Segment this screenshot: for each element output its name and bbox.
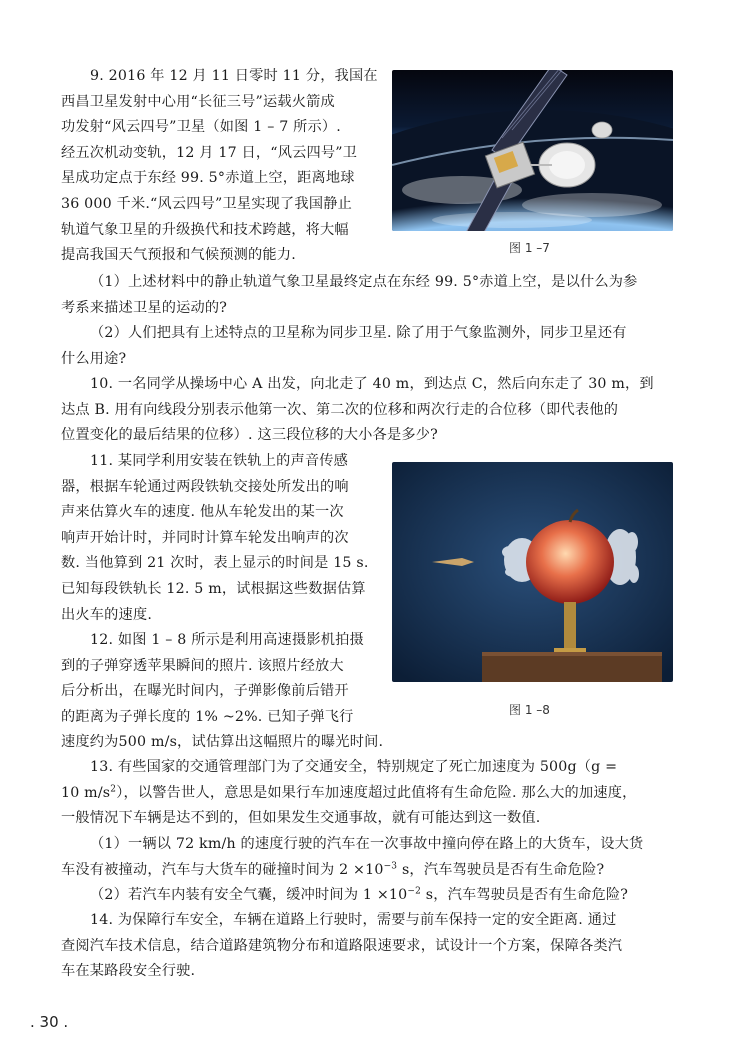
text-line: 经五次机动变轨，12 月 17 日，“风云四号”卫 bbox=[61, 144, 358, 161]
exponent: −2 bbox=[407, 886, 422, 897]
text-fragment: s，汽车驾驶员是否有生命危险? bbox=[421, 887, 629, 903]
question-14-text bbox=[61, 908, 673, 985]
figure-1-8-caption: 图 1 –8 bbox=[509, 703, 550, 717]
text-line: 14. 为保障行车安全，车辆在道路上行驶时，需要与前车保持一定的安全距离. 通过 bbox=[90, 912, 617, 928]
text-fragment: 车没有被撞动，汽车与大货车的碰撞时间为 2 ×10 bbox=[61, 861, 384, 878]
figure-1-7-caption: 图 1 –7 bbox=[509, 241, 550, 255]
question-13-sub2 bbox=[61, 883, 673, 909]
text-line: 出火车的速度. bbox=[61, 606, 153, 623]
text-line: 器，根据车轮通过两段铁轨交接处所发出的响 bbox=[61, 478, 349, 495]
satellite-illustration bbox=[392, 70, 673, 231]
text-line: 36 000 千米.“风云四号”卫星实现了我国静止 bbox=[61, 195, 352, 212]
text-line: 星成功定点于东经 99. 5°赤道上空，距离地球 bbox=[61, 170, 355, 187]
text-line: 西昌卫星发射中心用“长征三号”运载火箭成 bbox=[61, 93, 335, 110]
text-line: 位置变化的最后结果的位移）. 这三段位移的大小各是多少? bbox=[61, 427, 438, 444]
text-line: 的距离为子弹长度的 1% ~2%. 已知子弹飞行 bbox=[61, 708, 354, 725]
text-fragment: （2）若汽车内装有安全气囊，缓冲时间为 1 ×10 bbox=[90, 887, 408, 903]
question-9-text bbox=[61, 64, 381, 269]
text-line: 达点 B. 用有向线段分别表示他第一次、第二次的位移和两次行走的合位移（即代表他的 bbox=[61, 401, 619, 418]
figure-1-8-bullet-apple-image bbox=[392, 462, 673, 682]
text-line: 功发射“风云四号”卫星（如图 1 – 7 所示）. bbox=[61, 119, 342, 136]
text-line: 什么用途? bbox=[61, 350, 127, 367]
text-line: 声来估算火车的速度. 他从车轮发出的某一次 bbox=[61, 504, 344, 521]
text-line: 11. 某同学利用安装在铁轨上的声音传感 bbox=[90, 453, 349, 469]
text-line: 后分析出，在曝光时间内，子弹影像前后错开 bbox=[61, 683, 349, 700]
question-11-text bbox=[61, 449, 381, 628]
text-line: 查阅汽车技术信息，结合道路建筑物分布和道路限速要求，试设计一个方案，保障各类汽 bbox=[61, 937, 623, 954]
question-13-sub1 bbox=[61, 832, 673, 883]
exponent: −3 bbox=[383, 860, 398, 871]
text-line: （1）上述材料中的静止轨道气象卫星最终定点在东经 99. 5°赤道上空，是以什么为参 bbox=[90, 274, 638, 290]
text-line bbox=[61, 858, 673, 884]
text-line: 到的子弹穿透苹果瞬间的照片. 该照片经放大 bbox=[61, 657, 344, 674]
text-fragment: 10 m/s bbox=[61, 784, 111, 801]
text-fragment: s，汽车驾驶员是否有生命危险? bbox=[397, 861, 605, 878]
question-9-sub2 bbox=[61, 321, 673, 372]
text-line: （2）人们把具有上述特点的卫星称为同步卫星. 除了用于气象监测外，同步卫星还有 bbox=[90, 325, 627, 341]
question-10-text bbox=[61, 372, 673, 449]
question-12-text bbox=[61, 628, 384, 756]
text-line: 轨道气象卫星的升级换代和技术跨越，将大幅 bbox=[61, 221, 349, 238]
text-line: 数. 当他算到 21 次时，表上显示的时间是 15 s. bbox=[61, 555, 369, 572]
text-line: 已知每段铁轨长 12. 5 m，试根据这些数据估算 bbox=[61, 580, 366, 597]
question-13-text bbox=[61, 755, 673, 832]
text-line: 提高我国天气预报和气候预测的能力. bbox=[61, 247, 296, 264]
page-number: . 30 . bbox=[30, 1013, 69, 1031]
text-fragment: ），以警告世人，意思是如果行车加速度超过此值将有生命危险. 那么大的加速度， bbox=[116, 784, 637, 801]
text-line bbox=[61, 883, 673, 909]
text-line: 12. 如图 1 – 8 所示是利用高速摄影机拍摄 bbox=[90, 632, 364, 648]
text-line: 响声开始计时，并同时计算车轮发出响声的次 bbox=[61, 529, 349, 546]
text-line: 速度约为500 m/s，试估算出这幅照片的曝光时间. bbox=[61, 734, 384, 751]
text-line bbox=[61, 781, 673, 807]
exponent: 2 bbox=[110, 783, 117, 794]
text-line: 一般情况下车辆是达不到的，但如果发生交通事故，就有可能达到这一数值. bbox=[61, 810, 541, 827]
text-line: 9. 2016 年 12 月 11 日零时 11 分，我国在 bbox=[90, 68, 378, 84]
text-line: 考系来描述卫星的运动的? bbox=[61, 299, 228, 316]
figure-1-7-satellite-image bbox=[392, 70, 673, 231]
text-line: 车在某路段安全行驶. bbox=[61, 963, 196, 980]
bullet-apple-photo bbox=[392, 462, 673, 682]
text-line: 10. 一名同学从操场中心 A 出发，向北走了 40 m，到达点 C，然后向东走了 30 m，到 bbox=[90, 376, 654, 392]
text-line: （1）一辆以 72 km/h 的速度行驶的汽车在一次事故中撞向停在路上的大货车，设大货 bbox=[90, 836, 644, 852]
text-line: 13. 有些国家的交通管理部门为了交通安全，特别规定了死亡加速度为 500g（g = bbox=[90, 759, 618, 775]
question-9-sub1 bbox=[61, 270, 673, 321]
